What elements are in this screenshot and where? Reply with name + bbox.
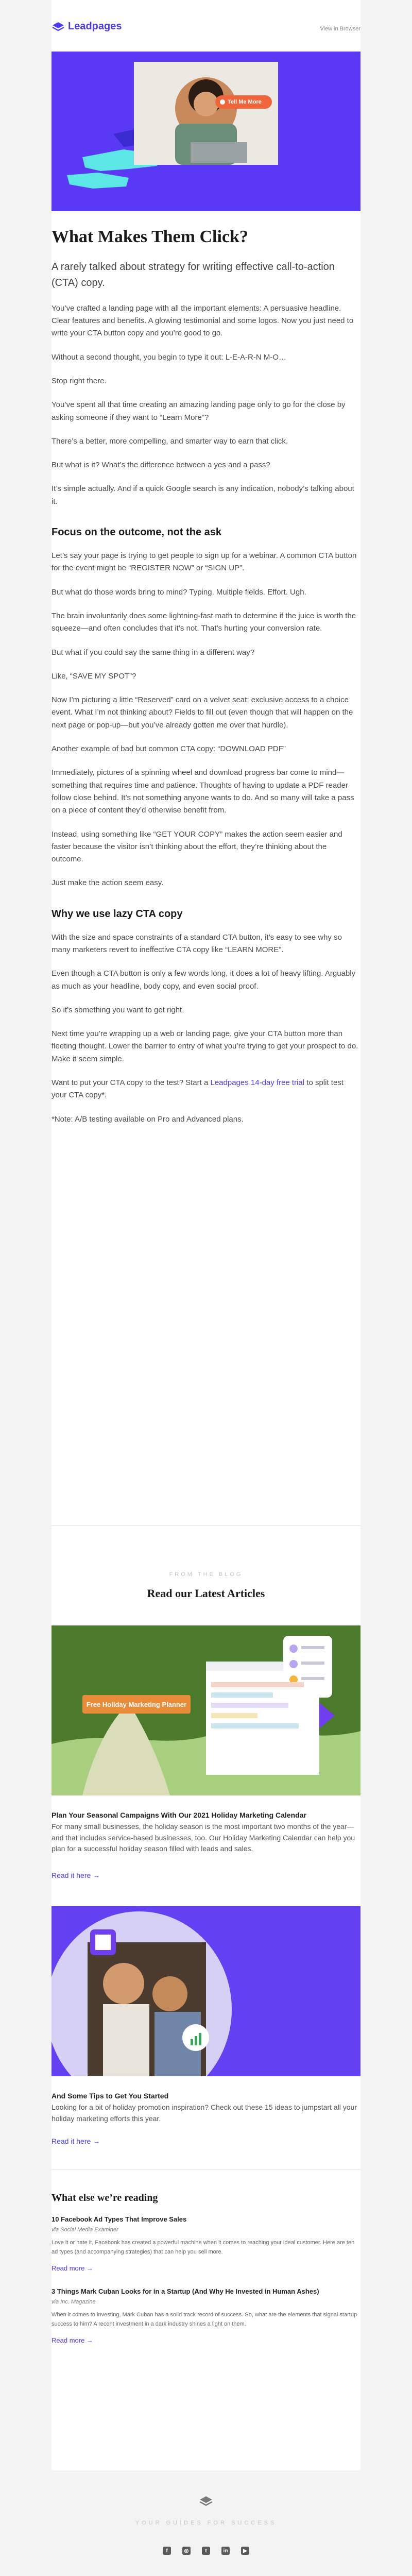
section-divider (52, 1525, 360, 1526)
post-image-holiday-tips[interactable] (52, 1906, 360, 2076)
article-body (52, 227, 360, 1126)
intro-paragraph: You’ve spent all that time creating an amazing landing page only to go for the close by asking someone if they want to “Learn More”? (52, 400, 346, 422)
section-heading: Focus on the outcome, not the ask (52, 527, 222, 538)
section-paragraph: The brain involuntarily does some lightning-fast math to determine if the juice is worth the squeeze—and often concludes that it’s not. That’s hurting your conversion rate. (52, 611, 356, 633)
read-it-here-link[interactable]: Read it here → (52, 1871, 100, 1879)
article-title: What Makes Them Click? (52, 227, 248, 246)
section-paragraph: Like, “SAVE MY SPOT”? (52, 671, 136, 681)
post-image-holiday-planner[interactable] (52, 1625, 360, 1795)
trial-text-before: Want to put your CTA copy to the test? Start a (52, 1078, 211, 1088)
section-paragraph: Even though a CTA button is only a few words long, it does a lot of heavy lifting. Arguably as much as your headline, body copy, and even social proof. (52, 969, 356, 991)
hero-cta-mockup: Tell Me More (228, 99, 262, 105)
post-description: For many small businesses, the holiday season is the most important two months of the year—and that includes service-based businesses, too. Our Holiday Marketing Calendar can help you plan for a successful holiday season filled with leads and sales. (52, 1822, 355, 1853)
email-footer (0, 2470, 412, 2576)
section-paragraph: But what if you could say the same thing in a different way? (52, 648, 255, 657)
external-article-source: via Social Media Examiner (52, 2227, 118, 2233)
section-paragraph: Another example of bad but common CTA copy: “DOWNLOAD PDF” (52, 744, 286, 754)
holiday-tips-illustration (52, 1906, 360, 2076)
section-paragraph: Immediately, pictures of a spinning wheel and download progress bar come to mind—something that requires time and patience. Thoughts of having to update a PDF reader follow close behind. It’s not something anyone wants to do. And so many will take a pass on a piece of content they’d otherwise benefit from. (52, 768, 354, 815)
ab-testing-note: *Note: A/B testing available on Pro and Advanced plans. (52, 1114, 244, 1124)
instagram-icon[interactable]: ◎ (182, 2547, 191, 2555)
section-paragraph: But what do those words bring to mind? Typing. Multiple fields. Effort. Ugh. (52, 587, 306, 597)
reading-heading: What else we’re reading (52, 2192, 158, 2204)
read-more-link[interactable]: Read more → (52, 2336, 93, 2344)
section-heading: Why we use lazy CTA copy (52, 908, 183, 920)
section-paragraph: Just make the action seem easy. (52, 878, 164, 888)
post-title[interactable]: And Some Tips to Get You Started (52, 2092, 169, 2100)
brand-name: Leadpages (68, 21, 122, 32)
footer-tagline: YOUR GUIDES FOR SUCCESS (135, 2520, 277, 2526)
intro-paragraph: But what is it? What’s the difference between a yes and a pass? (52, 461, 270, 470)
external-article-source: via Inc. Magazine (52, 2299, 96, 2305)
trial-paragraph (52, 1077, 360, 1102)
blog-heading: Read our Latest Articles (147, 1587, 265, 1600)
section-divider (52, 2169, 360, 2170)
leadpages-footer-logo-icon (199, 2495, 213, 2507)
youtube-icon[interactable]: ▶ (241, 2547, 249, 2555)
twitter-icon[interactable]: t (202, 2547, 210, 2555)
external-article-description: When it comes to investing, Mark Cuban has a solid track record of success. So, what are the elements that signal startup success to him? A recent investment in a dark industry shines a light on them. (52, 2312, 357, 2327)
hero-banner (52, 52, 360, 211)
section-paragraph: Let’s say your page is trying to get people to sign up for a webinar. A common CTA button for the event might be “REGISTER NOW” or “SIGN UP”. (52, 551, 357, 573)
view-in-browser-link[interactable]: View in Browser (320, 26, 360, 32)
external-article-description: Love it or hate it, Facebook has created a powerful machine when it comes to reaching your ideal customer. Here are ten ad types (and accompanying strategies) that can help you sell more. (52, 2240, 355, 2255)
read-it-here-link[interactable]: Read it here → (52, 2137, 100, 2145)
section-paragraph: Now I’m picturing a little “Reserved” card on a velvet seat; exclusive access to a choice event. What I’m not thinking about? Fields to fill out (even though that will happen on the next page or pop-up—but you’ve already gotten me over that hurdle). (52, 696, 353, 730)
intro-paragraph: Without a second thought, you begin to type it out: L-E-A-R-N M-O… (52, 352, 287, 362)
intro-paragraph: There’s a better, more compelling, and smarter way to earn that click. (52, 436, 288, 446)
post-description: Looking for a bit of holiday promotion inspiration? Check out these 15 ideas to jumpstart all your holiday marketing efforts this year. (52, 2103, 357, 2123)
blog-eyebrow: FROM THE BLOG (169, 1571, 243, 1578)
section-paragraph: With the size and space constraints of a standard CTA button, it’s easy to see why so many marketers revert to ineffective CTA copy like “LEARN MORE”. (52, 933, 342, 954)
hero-illustration (52, 52, 360, 211)
intro-paragraph: Stop right there. (52, 376, 107, 385)
intro-paragraph: It’s simple actually. And if a quick Google search is any indication, nobody’s talking about it. (52, 484, 354, 506)
article-subtitle: A rarely talked about strategy for writing effective call-to-action (CTA) copy. (52, 261, 335, 289)
section-paragraph: Next time you’re wrapping up a web or landing page, give your CTA button more than fleeting thought. Lower the barrier to entry of what you’re trying to get your prospect to do. Make it seem simple. (52, 1029, 358, 1063)
brand-logo[interactable] (52, 21, 122, 32)
section-paragraph: So it’s something you want to get right. (52, 1005, 184, 1014)
email-header (52, 0, 360, 52)
external-article-title[interactable]: 3 Things Mark Cuban Looks for in a Startup (And Why He Invested in Human Ashes) (52, 2287, 319, 2295)
email-card (52, 0, 360, 2470)
holiday-planner-badge: Free Holiday Marketing Planner (86, 1700, 187, 1708)
post-title[interactable]: Plan Your Seasonal Campaigns With Our 2021 Holiday Marketing Calendar (52, 1811, 306, 1819)
linkedin-icon[interactable]: in (221, 2547, 230, 2555)
intro-paragraph: You’ve crafted a landing page with all the important elements: A persuasive headline. Clear features and benefits. A glowing testimonial and some logos. Now you just need to write your CTA button copy and you’re good to go. (52, 303, 354, 338)
leadpages-logo-icon (52, 21, 65, 32)
facebook-icon[interactable]: f (163, 2547, 171, 2555)
read-more-link[interactable]: Read more → (52, 2264, 93, 2272)
trial-text-after: to split test your CTA copy*. (52, 1078, 344, 1100)
section-paragraph: Instead, using something like “GET YOUR COPY” makes the action seem easier and faster because the visitor isn’t thinking about the effort, they’re thinking about the outcome. (52, 829, 342, 864)
free-trial-link[interactable]: Leadpages 14-day free trial (210, 1078, 305, 1088)
external-article-title[interactable]: 10 Facebook Ad Types That Improve Sales (52, 2215, 187, 2223)
social-links (0, 2547, 412, 2555)
